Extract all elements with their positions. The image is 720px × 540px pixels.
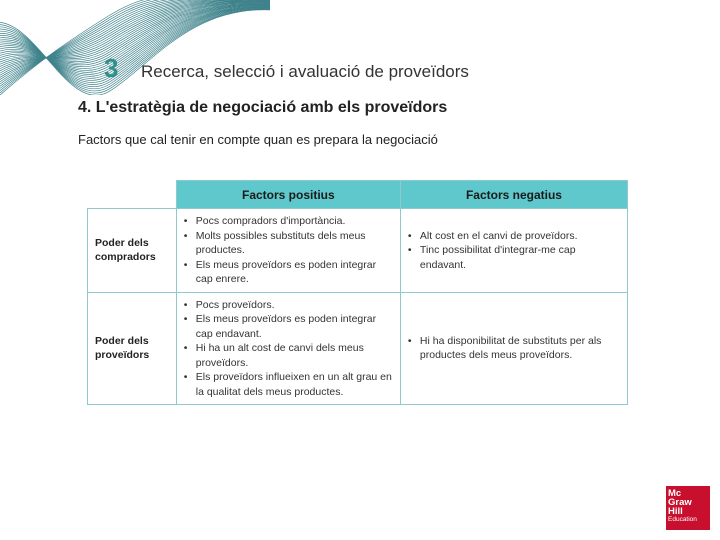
cell-buyers-negative [400,209,627,293]
table-header-row [88,181,628,209]
row-label-line: compradors [95,251,156,264]
mcgraw-hill-logo [666,486,710,530]
section-title: 4. L'estratègia de negociació amb els proveïdors [78,99,448,116]
section-subtitle: Factors que cal tenir en compte quan es prepara la negociació [78,132,438,147]
chapter-title: Recerca, selecció i avaluació de proveïdors [141,62,469,81]
row-label-line: Poder dels [95,335,149,348]
chapter-number: 3 [104,53,119,83]
table-corner [88,181,177,209]
list-item: • Tinc possibilitat d'integrar-me cap endavant. [420,243,622,272]
logo-text: Graw [668,497,692,508]
table-row [88,292,628,405]
cell-buyers-positive [176,209,400,293]
row-label-line: proveïdors [95,349,150,362]
list-item: • Pocs proveïdors. [196,298,395,313]
factors-table [87,180,628,405]
list-item: • Hi ha un alt cost de canvi dels meus proveïdors. [196,341,395,370]
row-label-line: Poder dels [95,237,149,250]
list-item: • Alt cost en el canvi de proveïdors. [420,229,622,244]
logo-text: Education [668,516,697,523]
list-item: • Hi ha disponibilitat de substituts per als productes dels meus proveïdors. [420,334,622,363]
header-negative-factors: Factors negatius [400,181,627,209]
header-positive-factors: Factors positius [176,181,400,209]
row-label-buyers-power [88,209,177,293]
cell-suppliers-negative [400,292,627,405]
list-item: • Molts possibles substituts dels meus productes. [196,229,395,258]
cell-suppliers-positive [176,292,400,405]
list-item: • Els proveïdors influeixen en un alt grau en la qualitat dels meus productes. [196,370,395,399]
logo-text: Mc [668,488,682,499]
logo-text: Hill [668,506,683,517]
row-label-suppliers-power [88,292,177,405]
list-item: • Pocs compradors d'importància. [196,214,395,229]
list-item: • Els meus proveïdors es poden integrar cap endavant. [196,312,395,341]
table-row [88,209,628,293]
list-item: • Els meus proveïdors es poden integrar cap enrere. [196,258,395,287]
